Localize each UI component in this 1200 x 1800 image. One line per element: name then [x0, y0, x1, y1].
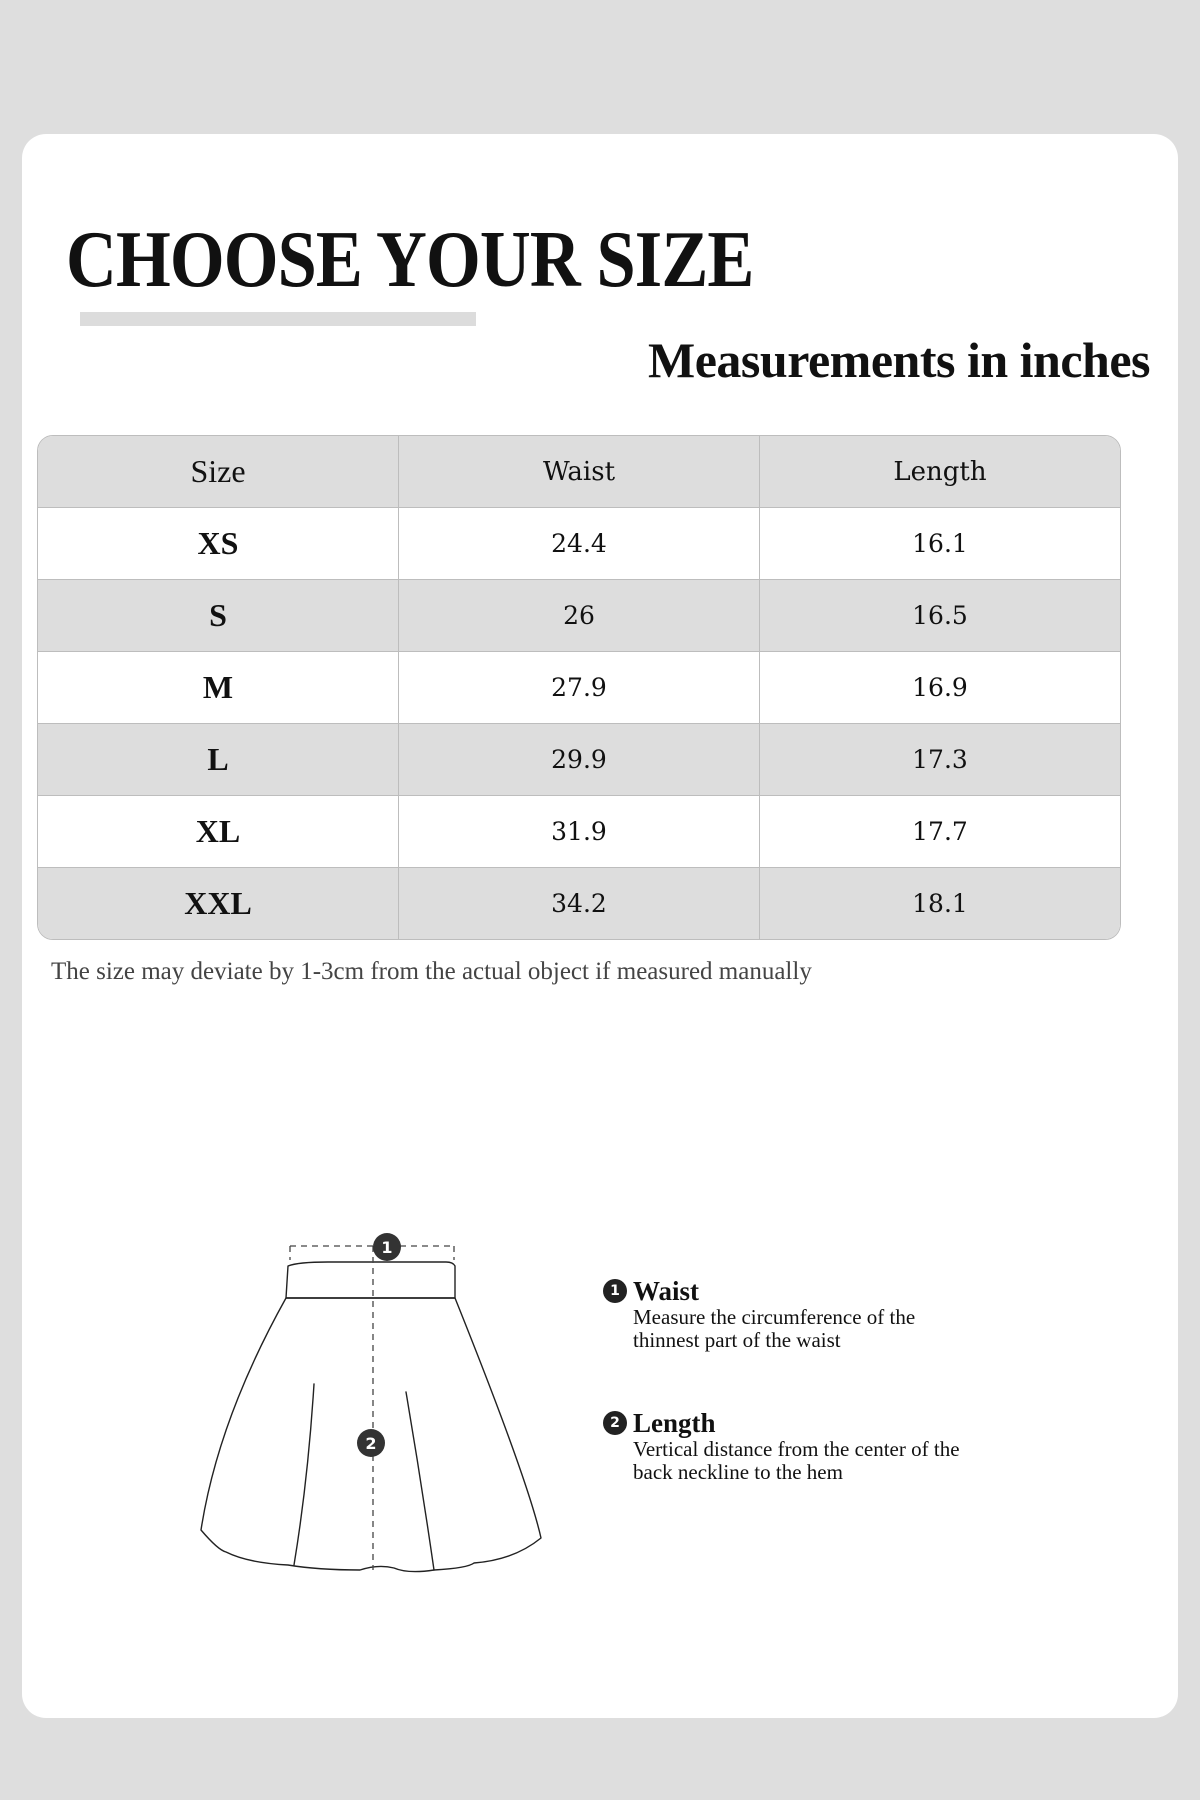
length-marker [357, 1429, 385, 1457]
waist-cell: 24.4 [398, 508, 759, 579]
measurement-unit-subtitle: Measurements in inches [648, 332, 1150, 388]
length-cell: 17.3 [759, 724, 1120, 795]
waist-cell: 34.2 [398, 868, 759, 939]
legend-waist [603, 1276, 915, 1352]
page-title: CHOOSE YOUR SIZE [66, 216, 754, 304]
waist-cell: 31.9 [398, 796, 759, 867]
size-cell: XXL [184, 885, 252, 921]
skirt-pleat-left [294, 1384, 314, 1565]
table-row [38, 795, 1120, 867]
table-row [38, 867, 1120, 939]
legend-waist-title: Waist [633, 1275, 700, 1306]
length-cell: 16.1 [759, 508, 1120, 579]
skirt-pleat-right [406, 1392, 434, 1570]
title-underline [80, 312, 476, 326]
waist-cell: 27.9 [398, 652, 759, 723]
measurement-deviation-note: The size may deviate by 1-3cm from the actual object if measured manually [51, 958, 812, 985]
table-row [38, 507, 1120, 579]
waist-marker [373, 1233, 401, 1261]
header-size: Size [190, 453, 246, 489]
table-row [38, 723, 1120, 795]
legend-waist-description: Measure the circumference of the thinnest part of the waist [633, 1305, 916, 1352]
size-cell: S [209, 597, 227, 633]
size-cell: XL [195, 813, 241, 849]
skirt-waistband [286, 1262, 455, 1298]
length-cell: 18.1 [759, 868, 1120, 939]
size-cell: L [207, 741, 229, 777]
size-table [37, 435, 1121, 940]
size-cell: M [202, 669, 234, 705]
length-cell: 16.5 [759, 580, 1120, 651]
size-cell: XS [197, 525, 239, 561]
skirt-diagram [178, 1220, 558, 1610]
header-length: Length [759, 436, 1120, 507]
legend-length-header [603, 1408, 960, 1438]
number-badge: 1 [603, 1279, 627, 1303]
legend-length [603, 1408, 960, 1484]
legend-length-description: Vertical distance from the center of the back neckline to the hem [633, 1437, 960, 1484]
length-marker-label: 2 [365, 1434, 377, 1453]
table-row [38, 651, 1120, 723]
length-cell: 16.9 [759, 652, 1120, 723]
number-badge: 2 [603, 1411, 627, 1435]
legend-length-title: Length [633, 1407, 716, 1438]
waist-cell: 26 [398, 580, 759, 651]
legend-waist-header [603, 1276, 915, 1306]
table-header-row [38, 436, 1120, 507]
waist-cell: 29.9 [398, 724, 759, 795]
header-waist: Waist [398, 436, 759, 507]
table-row [38, 579, 1120, 651]
length-cell: 17.7 [759, 796, 1120, 867]
waist-marker-label: 1 [381, 1238, 393, 1257]
